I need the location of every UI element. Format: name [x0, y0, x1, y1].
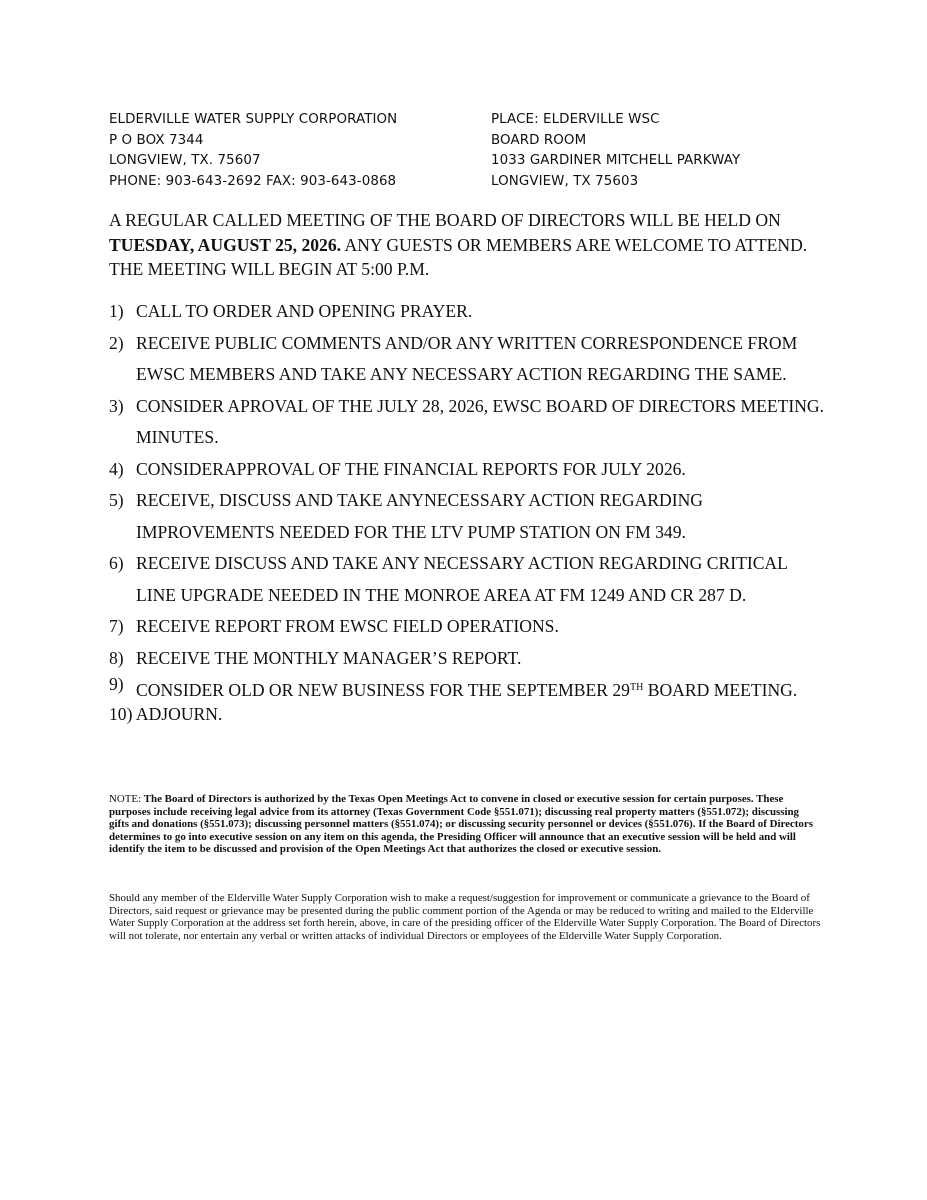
place-city: LONGVIEW, TX 75603 — [491, 173, 639, 189]
agenda-item-number: 1) — [109, 301, 124, 321]
place-room: BOARD ROOM — [491, 132, 587, 148]
agenda-item-number: 6) — [109, 553, 124, 573]
agenda-item — [109, 391, 829, 454]
meeting-place-block — [491, 110, 821, 192]
agenda-item-number: 7) — [109, 616, 124, 636]
agenda-item-number: 4) — [109, 458, 124, 479]
agenda-item-number: 3) — [109, 395, 124, 416]
agenda-item-number: 10) — [109, 704, 133, 724]
agenda-item — [109, 485, 829, 548]
note-label: NOTE: — [109, 793, 144, 805]
org-po-box: P O BOX 7344 — [109, 132, 204, 148]
agenda-item — [109, 674, 829, 700]
agenda-item — [109, 643, 829, 675]
agenda-item-number: 5) — [109, 490, 124, 510]
place-street: 1033 GARDINER MITCHELL PARKWAY — [491, 153, 741, 169]
agenda-item-text: RECEIVE DISCUSS AND TAKE ANY NECESSARY ACTION REGARDING CRITICAL LINE UPGRADE NEEDED IN THE MONROE AREA AT FM 1249 AND CR 287 D. — [136, 553, 788, 605]
org-city: LONGVIEW, TX. 75607 — [109, 153, 261, 169]
meeting-date: TUESDAY, AUGUST 25, 2026. — [109, 234, 342, 255]
agenda-item-text: CALL TO ORDER AND OPENING PRAYER. — [136, 301, 473, 321]
place-name: PLACE: ELDERVILLE WSC — [491, 112, 660, 127]
agenda-item-text: RECEIVE THE MONTHLY MANAGER’S REPORT. — [136, 647, 522, 668]
org-phone-fax: PHONE: 903-643-2692 FAX: 903-643-0868 — [109, 173, 397, 189]
agenda-item — [109, 611, 829, 643]
agenda-item — [109, 548, 829, 611]
agenda-item-number: 9) — [109, 674, 124, 694]
agenda-item-text: RECEIVE REPORT FROM EWSC FIELD OPERATIONS. — [136, 616, 559, 636]
agenda-item — [109, 296, 829, 328]
organization-address-block — [109, 110, 469, 192]
agenda-item-number: 8) — [109, 647, 124, 668]
org-name: ELDERVILLE WATER SUPPLY CORPORATION — [109, 112, 398, 127]
agenda-item-text: RECEIVE PUBLIC COMMENTS AND/OR ANY WRITTEN CORRESPONDENCE FROM EWSC MEMBERS AND TAKE ANY NECESSARY ACTION REGARDING THE SAME. — [136, 332, 798, 384]
agenda-item — [109, 328, 829, 391]
grievance-paragraph: Should any member of the Elderville Water Supply Corporation wish to make a request/suggestion for improvement or communicate a grievance to the Board of Directors, said request or grievance may be presented during the public comment portion of the Agenda or may be reduced to writing and mailed to the Elderville Water Supply Corporation at the address set forth herein, above, in care of the presiding officer of the Elderville Water Supply Corporation. The Board of Directors will not tolerate, nor entertain any verbal or written attacks of individual Directors or employees of the Elderville Water Supply Corporation. — [109, 892, 821, 942]
agenda-item-text: CONSIDERAPPROVAL OF THE FINANCIAL REPORTS FOR JULY 2026. — [136, 458, 686, 479]
meeting-announcement — [109, 208, 825, 282]
announcement-lead: A REGULAR CALLED MEETING OF THE BOARD OF DIRECTORS WILL BE HELD ON — [109, 210, 781, 230]
agenda-item — [109, 454, 829, 486]
agenda-list — [109, 296, 829, 724]
announcement-tail: ANY GUESTS OR MEMBERS ARE WELCOME TO ATTEND. THE MEETING WILL BEGIN AT 5:00 P.M. — [109, 234, 808, 280]
note-text: The Board of Directors is authorized by the Texas Open Meetings Act to convene in closed or executive session for certain purposes. These purposes include receiving legal advice from its attorney (Texas Government Code §551.071); discussing real property matters (§551.072); discussing gifts and donations (§551.073); discussing personnel matters (§551.074); or discussing security personnel or devices (§551.076). If the Board of Directors determines to go into executive session on any item on this agenda, the Presiding Officer will announce that an executive session will be held and will identify the item to be discussed and provision of the Open Meetings Act that authorizes the closed or executive session. — [109, 793, 813, 856]
agenda-item-text: CONSIDER APROVAL OF THE JULY 28, 2026, EWSC BOARD OF DIRECTORS MEETING. MINUTES. — [136, 395, 825, 447]
executive-session-note — [109, 793, 821, 856]
agenda-item-text: RECEIVE, DISCUSS AND TAKE ANYNECESSARY ACTION REGARDING IMPROVEMENTS NEEDED FOR THE LTV PUMP STATION ON FM 349. — [136, 490, 704, 542]
agenda-item-text: ADJOURN. — [132, 704, 223, 724]
agenda-item-text-continued: BOARD MEETING. — [643, 680, 798, 700]
ordinal-suffix: TH — [629, 682, 644, 693]
agenda-item-number: 2) — [109, 332, 124, 353]
agenda-item-text: CONSIDER OLD OR NEW BUSINESS FOR THE SEPTEMBER 29 — [136, 680, 630, 700]
agenda-item — [109, 700, 829, 724]
